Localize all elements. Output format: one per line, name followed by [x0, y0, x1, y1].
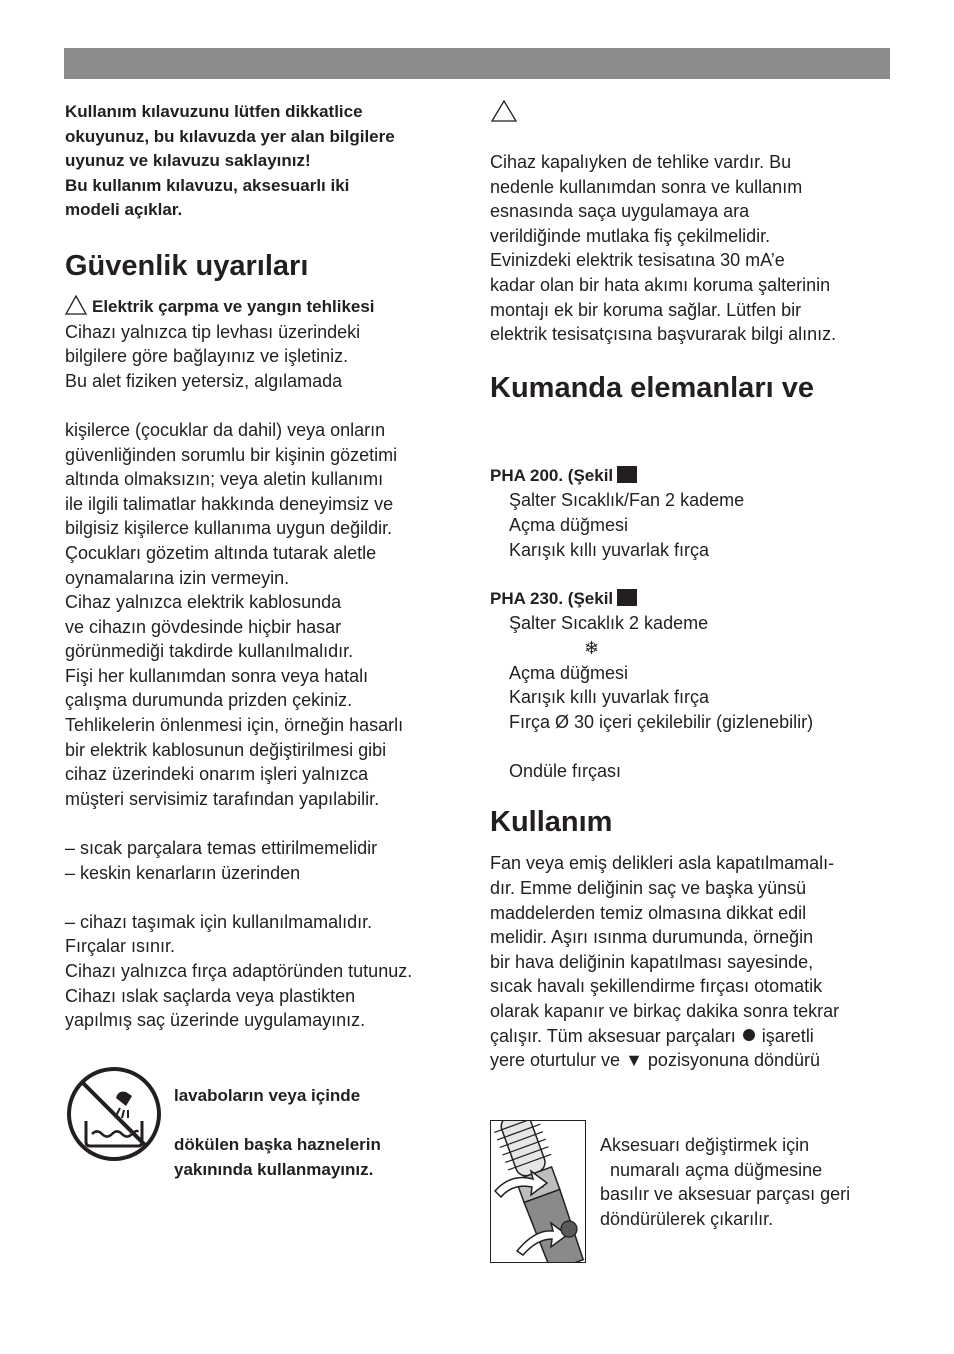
list-item: Açma düğmesi: [509, 662, 629, 683]
dash-item: [65, 836, 465, 861]
body-line: yapılmış saç üzerinde uygulamayınız.: [65, 1010, 366, 1031]
body-text: yere oturtulur ve: [490, 1050, 621, 1071]
body-text: çalışır. Tüm aksesuar parçaları: [490, 1025, 736, 1046]
body-line: [490, 1024, 900, 1049]
warning-title-text: Elektrik çarpma ve yangın tehlikesi: [92, 296, 375, 316]
warning-title: [65, 295, 465, 320]
body-line: – cihazı taşımak için kullanılmamalıdır.: [65, 911, 373, 932]
figure-caption: [600, 1133, 850, 1231]
body-line: çalışma durumunda prizden çekiniz.: [65, 690, 353, 711]
body-line: Cihazı ıslak saçlarda veya plastikten: [65, 985, 356, 1006]
body-line: maddelerden temiz olmasına dikkat edil: [490, 902, 807, 923]
body-line: ve cihazın gövdesinde hiçbir hasar: [65, 616, 342, 637]
body-line: bir hava deliğinin kapatılması sayesinde,: [490, 951, 814, 972]
left-column: [65, 100, 465, 1033]
body-line: Cihazı yalnızca fırça adaptöründen tutunuz.: [65, 961, 413, 981]
body-line: bilgilere göre bağlayınız ve işletiniz.: [65, 346, 349, 367]
body-line: oynamalarına izin vermeyin.: [65, 567, 290, 588]
list-item: Karışık kıllı yuvarlak fırça: [509, 687, 710, 708]
intro-line: uyunuz ve kılavuzu saklayınız!: [65, 151, 311, 171]
body-line: Cihaz yalnızca elektrik kablosunda: [65, 592, 342, 613]
body-line: Cihazı yalnızca tip levhası üzerindeki: [65, 321, 361, 342]
body-line: dır. Emme deliğinin saç ve başka yünsü: [490, 878, 807, 899]
model-title: [490, 587, 900, 612]
snowflake-icon: ❄: [584, 637, 600, 658]
caption-line: Aksesuarı değiştirmek için: [600, 1135, 810, 1155]
body-line: bir elektrik kablosunun değiştirilmesi gibi: [65, 739, 387, 760]
body-line: cihaz üzerindeki onarım işleri yalnızca: [65, 764, 369, 785]
no-water-bath-icon: [66, 1066, 162, 1162]
dash-marker: –: [65, 862, 81, 883]
water-warning-line: yakınında kullanmayınız.: [174, 1159, 374, 1179]
caption-line: basılır ve aksesuar parçası geri: [600, 1184, 851, 1205]
body-line: montajı ek bir koruma sağlar. Lütfen bir: [490, 299, 802, 320]
body-line: sıcak havalı şekillendirme fırçası otomatik: [490, 976, 823, 997]
figure-ref-marker: [617, 589, 637, 606]
body-text: işaretli: [761, 1025, 814, 1046]
body-line: melidir. Aşırı ısınma durumunda, örneğin: [490, 927, 814, 948]
body-line: kişilerce (çocuklar da dahil) veya onların: [65, 419, 386, 440]
body-line: nedenle kullanımdan sonra ve kullanım: [490, 176, 803, 197]
body-line: ile ilgili talimatlar hakkında deneyimsiz ve: [65, 493, 394, 514]
model-title-text: PHA 230. (Şekil: [490, 588, 614, 608]
intro-text: [65, 100, 465, 223]
list-item: Açma düğmesi: [509, 514, 629, 535]
dash-marker: –: [65, 838, 81, 859]
figure-ref-marker: [617, 466, 637, 483]
accessory-figure: [490, 1120, 586, 1263]
body-line: altında olmaksızın; veya aletin kullanımı: [65, 469, 384, 490]
intro-line: okuyunuz, bu kılavuzda yer alan bilgilere: [65, 126, 395, 146]
down-triangle-icon: ▼: [625, 1050, 643, 1071]
body-line: Evinizdeki elektrik tesisatına 30 mA’e: [490, 250, 785, 271]
list-item: Karışık kıllı yuvarlak fırça: [509, 539, 710, 560]
body-line: Fan veya emiş delikleri asla kapatılmamalı-: [490, 853, 835, 874]
intro-line: Bu kullanım kılavuzu, aksesuarlı iki: [65, 175, 350, 195]
body-line: Bu alet fiziken yetersiz, algılamada: [65, 370, 343, 391]
list-item: Şalter Sıcaklık 2 kademe: [509, 613, 709, 634]
body-line: görünmediği takdirde kullanılmalıdır.: [65, 641, 354, 662]
dot-marker-icon: [743, 1029, 755, 1041]
body-line: Çocukları gözetim altında tutarak aletle: [65, 542, 377, 563]
caption-line: döndürülerek çıkarılır.: [600, 1208, 774, 1229]
body-line: esnasında saça uygulamaya ara: [490, 201, 750, 222]
body-line: Fırçalar ısınır.: [65, 936, 176, 957]
water-warning-line: lavaboların veya içinde: [174, 1086, 361, 1105]
body-line: Cihaz kapalıyken de tehlike vardır. Bu: [490, 152, 792, 172]
water-warning-line: dökülen başka haznelerin: [174, 1135, 381, 1155]
dash-item-text: keskin kenarların üzerinden: [80, 862, 301, 883]
body-line: olarak kapanır ve birkaç dakika sonra tekrar: [490, 1001, 840, 1022]
section-heading-usage: Kullanım: [490, 806, 613, 839]
list-item: Şalter Sıcaklık/Fan 2 kademe: [509, 490, 745, 511]
intro-line: Kullanım kılavuzunu lütfen dikkatlice: [65, 102, 363, 121]
body-line: Fişi her kullanımdan sonra veya hatalı: [65, 665, 369, 686]
body-line: güvenliğinden sorumlu bir kişinin gözetimi: [65, 444, 398, 465]
list-item: Ondüle fırçası: [509, 760, 622, 781]
body-line: elektrik tesisatçısına başvurarak bilgi alınız.: [490, 324, 837, 345]
body-line: bilgisiz kişilerce kullanıma uygun değildir.: [65, 518, 393, 539]
header-bar: [64, 48, 890, 79]
intro-line: modeli açıklar.: [65, 200, 183, 220]
warning-triangle-icon: [65, 295, 87, 315]
dash-item: [65, 861, 465, 886]
model-title-text: PHA 200. (Şekil: [490, 465, 614, 485]
dash-item-text: sıcak parçalara temas ettirilmemelidir: [80, 838, 378, 859]
body-line: kadar olan bir hata akımı koruma şalterinin: [490, 274, 831, 295]
brush-accessory-illustration: [491, 1121, 585, 1262]
warning-triangle-icon: [491, 100, 517, 122]
body-line: verildiğinde mutlaka fiş çekilmelidir.: [490, 225, 771, 246]
body-text: pozisyonuna döndürü: [647, 1050, 821, 1071]
body-line: Tehlikelerin önlenmesi için, örneğin hasarlı: [65, 715, 404, 736]
body-line: [490, 1048, 900, 1073]
section-heading-controls: Kumanda elemanları ve: [490, 371, 814, 404]
model-title: [490, 464, 900, 489]
section-heading-safety: Güvenlik uyarıları: [65, 249, 309, 282]
list-item: Fırça Ø 30 içeri çekilebilir (gizlenebilir): [509, 711, 814, 732]
caption-line: numaralı açma düğmesine: [600, 1159, 823, 1180]
right-column: [490, 100, 900, 1073]
body-line: müşteri servisimiz tarafından yapılabilir.: [65, 788, 380, 809]
water-warning-text: [174, 1084, 381, 1182]
